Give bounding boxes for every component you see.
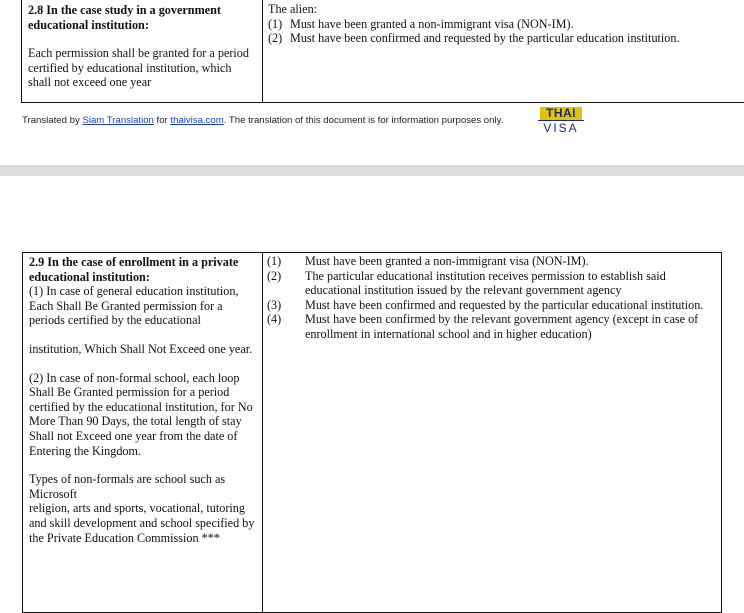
translation-footer xyxy=(22,115,503,126)
section-2-9-para-2b: Shall not Exceed one year from the date of Entering the Kingdom. xyxy=(29,429,257,458)
condition-number: (1) xyxy=(267,254,305,269)
footer-prefix: Translated by xyxy=(22,115,82,126)
document-page-1 xyxy=(0,0,744,165)
condition-number: (4) xyxy=(267,312,305,341)
condition-text: Must have been granted a non-immigrant visa (NON-IM). xyxy=(305,254,589,269)
condition-number: (2) xyxy=(268,31,290,46)
condition-number: (2) xyxy=(267,269,305,298)
logo-thai-text: THAI xyxy=(540,107,582,120)
condition-item xyxy=(268,31,743,46)
section-2-9-heading: 2.9 In the case of enrollment in a private educational institution: xyxy=(29,255,257,284)
condition-text: Must have been confirmed by the relevant government agency (except in case of enrollment in international school and in higher education) xyxy=(305,312,716,341)
condition-item xyxy=(267,254,716,269)
condition-number: (1) xyxy=(268,17,290,32)
footer-middle: for xyxy=(154,115,171,126)
document-page-2 xyxy=(0,176,744,600)
section-2-8-body: Each permission shall be granted for a period certified by educational institution, which shall not exceed one year xyxy=(28,46,256,90)
footer-suffix: . The translation of this document is for information purposes only. xyxy=(224,115,504,126)
section-2-9-left-cell xyxy=(23,253,263,613)
section-2-9-right-cell xyxy=(263,253,722,613)
siam-translation-link[interactable]: Siam Translation xyxy=(82,115,153,126)
thaivisa-logo xyxy=(538,107,584,134)
condition-text: Must have been confirmed and requested by the particular education institution. xyxy=(290,31,680,46)
section-2-8-left-cell xyxy=(22,0,263,103)
condition-number: (3) xyxy=(267,298,305,313)
thaivisa-link[interactable]: thaivisa.com xyxy=(170,115,223,126)
section-2-9-para-1: (1) In case of general education institution, Each Shall Be Granted permission for a periods certified by the educational xyxy=(29,284,257,328)
section-2-8-heading: 2.8 In the case study in a government educational institution: xyxy=(28,3,256,32)
section-2-9-para-1b: institution, Which Shall Not Exceed one year. xyxy=(29,342,257,357)
condition-item xyxy=(268,17,743,32)
section-2-8-table xyxy=(21,0,744,103)
condition-text: The particular educational institution receives permission to establish said educational institution issued by the relevant government agency xyxy=(305,269,716,298)
logo-visa-text: VISA xyxy=(538,120,584,135)
section-2-9-para-3b: religion, arts and sports, vocational, tutoring and skill development and school specified by the Private Education Commission *** xyxy=(29,501,257,545)
page-separator xyxy=(0,165,744,176)
condition-text: Must have been confirmed and requested by the particular educational institution. xyxy=(305,298,703,313)
section-2-9-para-3: Types of non-formals are school such as Microsoft xyxy=(29,472,257,501)
condition-item xyxy=(267,312,716,341)
condition-item xyxy=(267,269,716,298)
condition-item xyxy=(267,298,716,313)
section-2-9-table xyxy=(22,252,722,613)
section-2-8-right-cell xyxy=(263,0,744,103)
section-2-9-para-2: (2) In case of non-formal school, each loop Shall Be Granted permission for a period certified by the educational institution, for No More Than 90 Days, the total length of stay xyxy=(29,371,257,429)
section-2-8-intro: The alien: xyxy=(268,2,743,17)
condition-text: Must have been granted a non-immigrant visa (NON-IM). xyxy=(290,17,574,32)
